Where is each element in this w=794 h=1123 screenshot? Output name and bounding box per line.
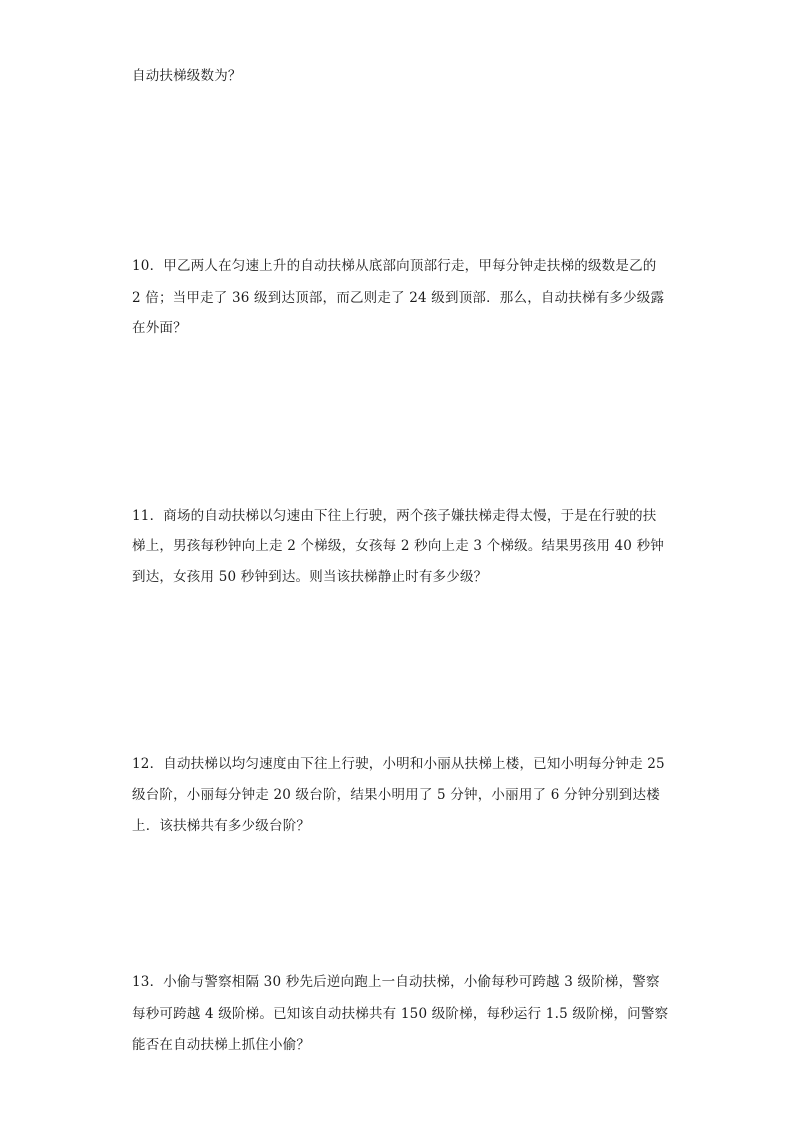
question-line: 能否在自动扶梯上抓住小偷？ xyxy=(132,1037,311,1053)
question-line: 每秒可跨越 4 级阶梯。已知该自动扶梯共有 150 级阶梯，每秒运行 1.5 级阶梯，问警察 xyxy=(132,1006,669,1022)
question-line: 12．自动扶梯以均匀速度由下往上行驶，小明和小丽从扶梯上楼，已知小明每分钟走 25 xyxy=(132,756,665,772)
question-line: 2 倍；当甲走了 36 级到达顶部，而乙则走了 24 级到顶部．那么，自动扶梯有多少级露 xyxy=(132,290,665,306)
question-line: 级台阶，小丽每分钟走 20 级台阶，结果小明用了 5 分钟，小丽用了 6 分钟分别到达楼 xyxy=(132,787,660,803)
question-line: 上．该扶梯共有多少级台阶？ xyxy=(132,818,311,834)
question-line: 13．小偷与警察相隔 30 秒先后逆向跑上一自动扶梯，小偷每秒可跨越 3 级阶梯，警察 xyxy=(132,974,660,990)
intro-text: 自动扶梯级数为？ xyxy=(132,68,242,84)
question-line: 11．商场的自动扶梯以匀速由下往上行驶，两个孩子嫌扶梯走得太慢，于是在行驶的扶 xyxy=(132,508,657,524)
question-line: 梯上，男孩每秒钟向上走 2 个梯级，女孩每 2 秒向上走 3 个梯级。结果男孩用 40 秒钟 xyxy=(132,538,664,554)
question-line: 在外面？ xyxy=(132,320,187,336)
question-line: 10．甲乙两人在匀速上升的自动扶梯从底部向顶部行走，甲每分钟走扶梯的级数是乙的 xyxy=(132,258,657,274)
question-line: 到达，女孩用 50 秒钟到达。则当该扶梯静止时有多少级？ xyxy=(132,569,488,585)
